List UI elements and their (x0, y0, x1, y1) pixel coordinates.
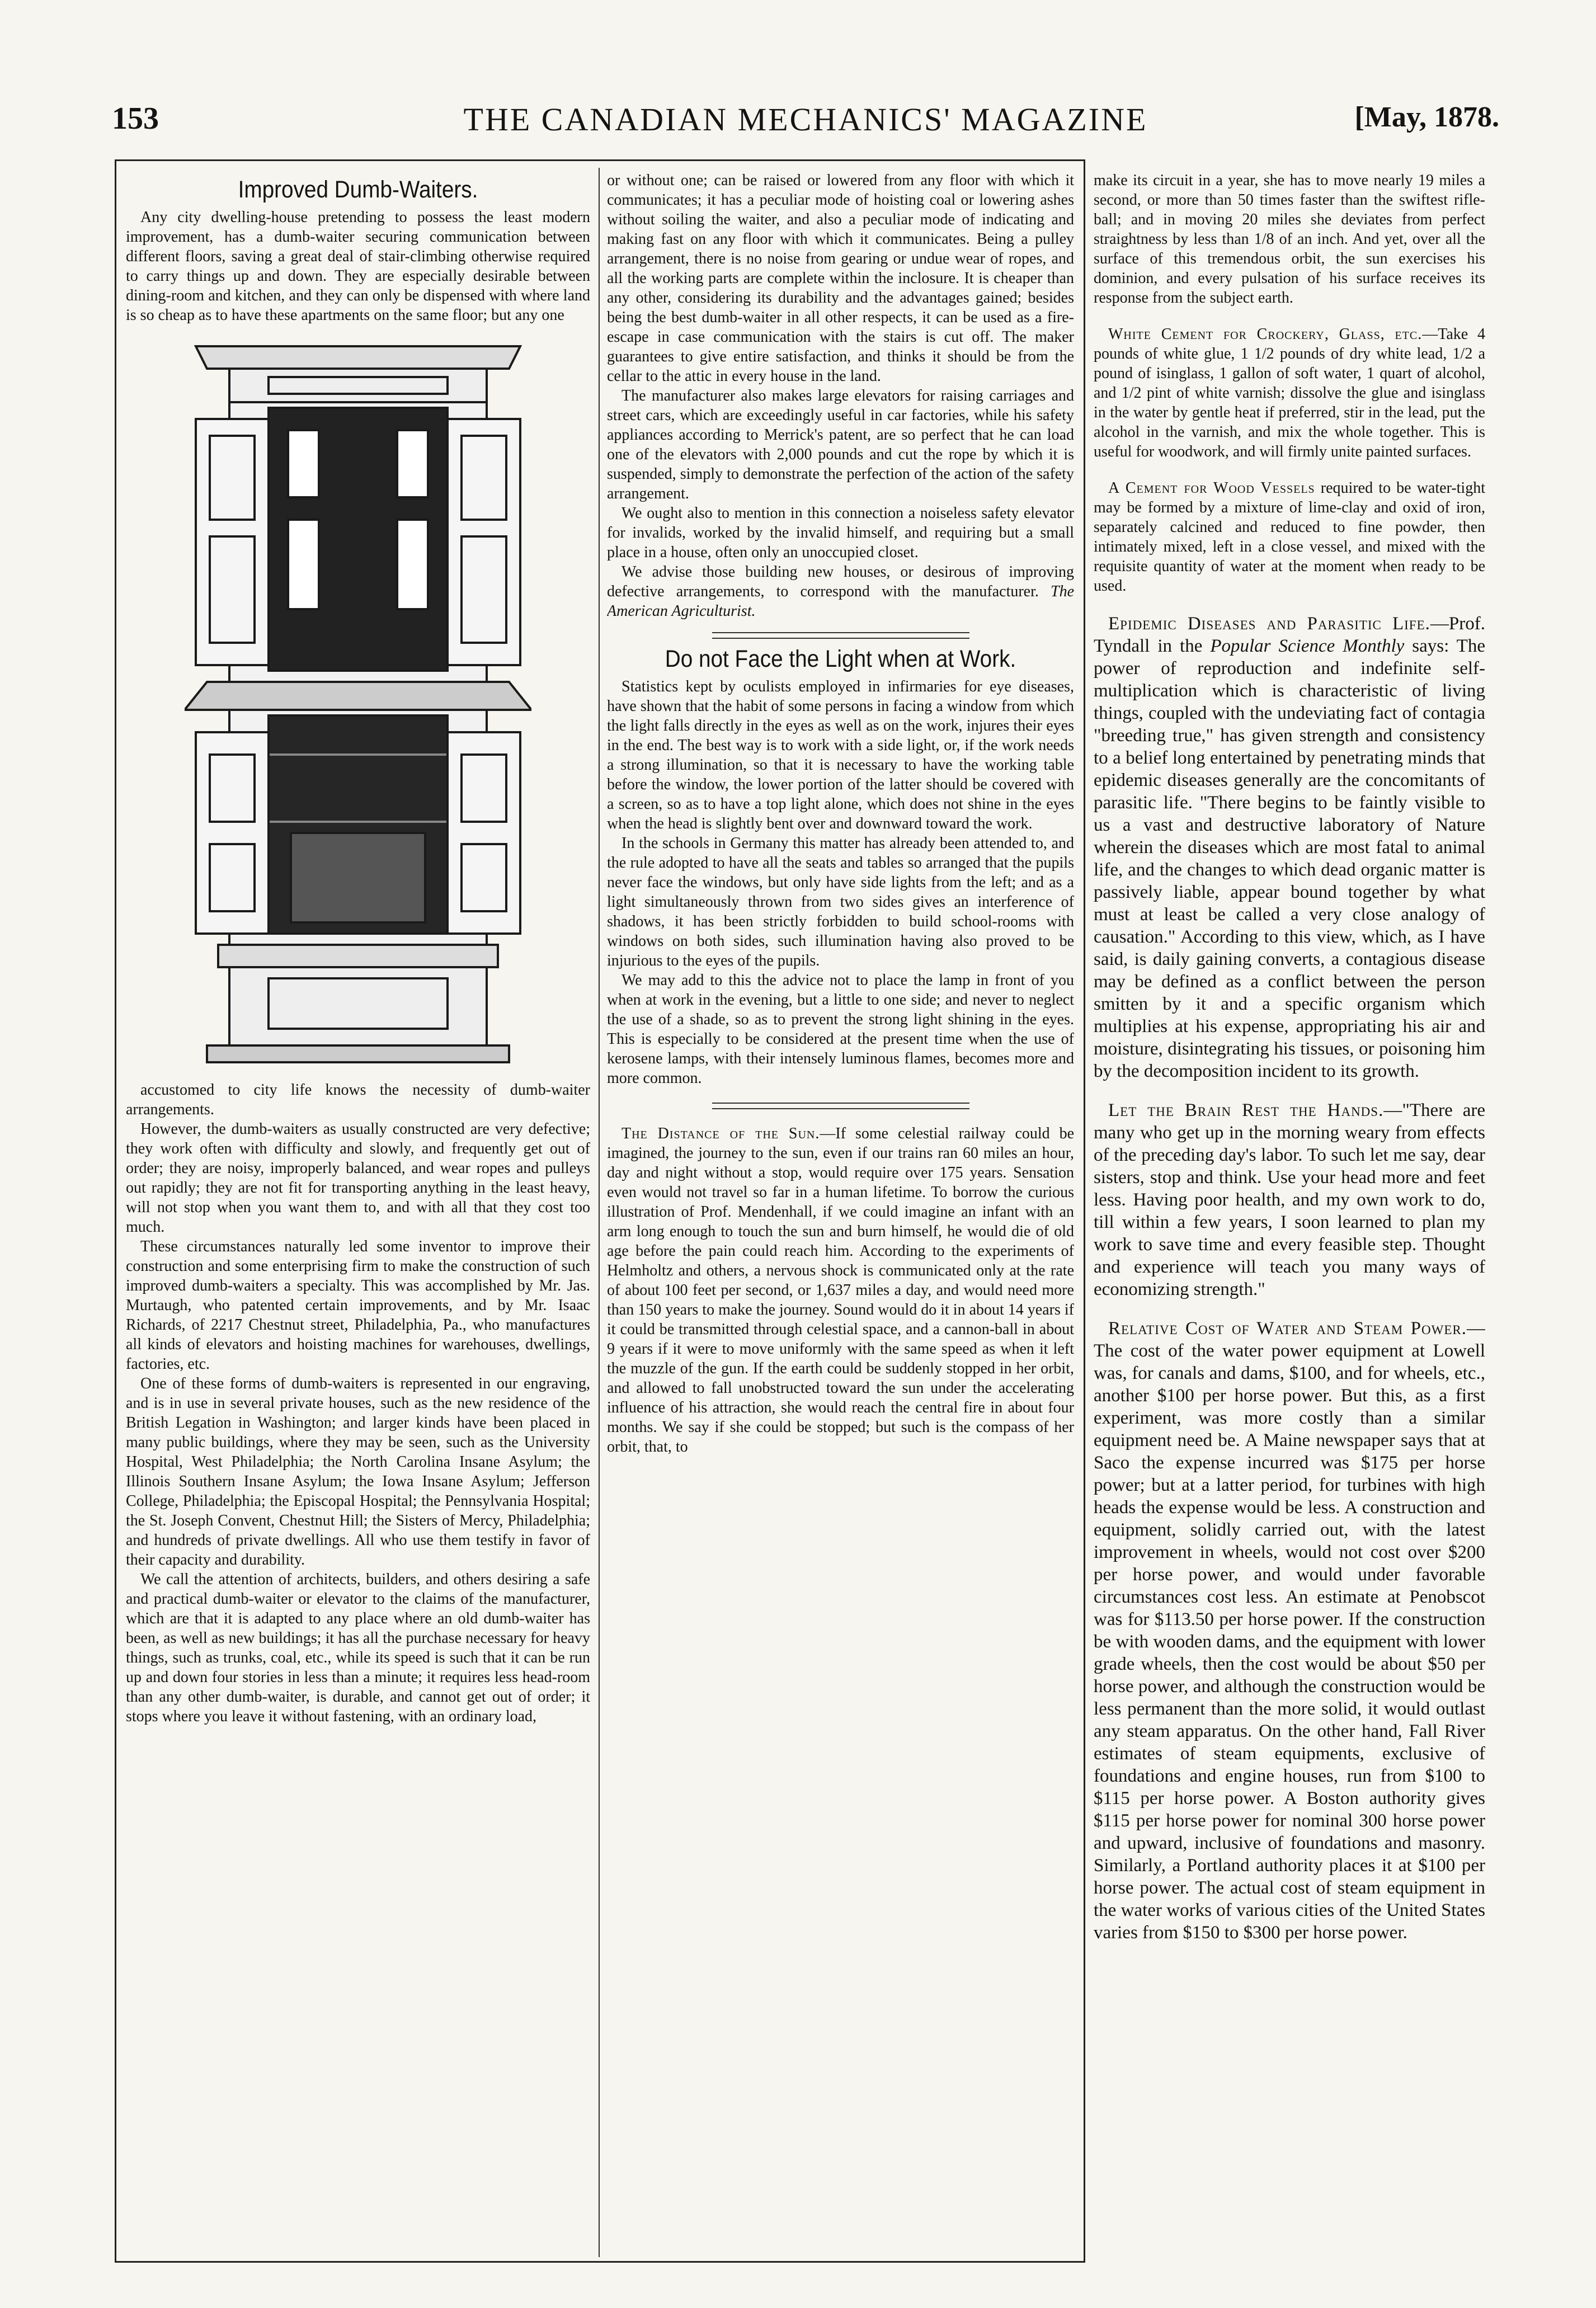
article-title-dumb-waiters: Improved Dumb-Waiters. (238, 176, 478, 203)
paragraph: We ought also to mention in this connection a noiseless safety elevator for invalids, worked by the invalid himself, and requiring but a small place in a house, often only an unoccupied closet. (607, 505, 1074, 561)
item-lead: Relative Cost of Water and Steam Power. (1108, 1318, 1467, 1339)
paragraph: Statistics kept by oculists employed in infirmaries for eye diseases, have shown that the habit of some persons in facing a window from which the light falls directly in the eyes as well as on the work, injures their eyes in the end. The best way is to work with a side light, or, if the work needs a strong illumination, so that it is necessary to have the working table before the window, the lower portion of the latter should be covered with a screen, so as to have a top light alone, which does not shine in the eyes when the head is slightly bent over and downward toward the work. (607, 678, 1074, 832)
paragraph (607, 562, 1074, 621)
paragraph: We call the attention of architects, builders, and others desiring a safe and practical dumb-waiter or elevator to the claims of the manufacturer, which are that it is adapted to any place where an old dumb-waiter has been, as well as new buildings; it has all the purchase necessary for heavy things, such as trunks, coal, etc., while its speed is such that it can be run up and down four stories in less than a minute; it requires less head-room than any other dumb-waiter, is durable, and cannot get out of order; it stops where you leave it without fastening, with an ordinary load, (126, 1571, 590, 1725)
source-credit: The American Agriculturist. (607, 583, 1074, 620)
column-3 (1094, 171, 1485, 2252)
paragraph-text: required to be water-tight may be formed by a mixture of lime-clay and oxid of iron, separately calcined and reduced to fine powder, then intimately mixed, left in a close vessel, and mixed with the requisite quantity of water at the moment when ready to be used. (1094, 479, 1485, 595)
paragraph: However, the dumb-waiters as usually constructed are very defective; they work often with difficulty and slowly, and frequently get out of order; they are noisy, improperly balanced, and wear ropes and pulleys out rapidly; they are not fit for transporting anything in the least heavy, will not stop when you want them to, and with all that they cost too much. (126, 1120, 590, 1236)
paragraph (607, 1124, 1074, 1457)
paragraph: or without one; can be raised or lowered from any floor with which it communicates; it has a peculiar mode of hoisting coal or lowering ashes without soiling the waiter, and also a peculiar mode of indicating and making fast on any floor with which it communicates. Being a pulley arrangement, there is no noise from gearing or undue wear of ropes, and all the working parts are complete within the inclosure. It is cheaper than any other, considering its durability and the advantages gained; besides being the best dumb-waiter in all other respects, it can be used as a fire-escape in case communication with the stairs is cut off. The maker guarantees to give entire satisfaction, and thinks it should be from the cellar to the attic in every house in the land. (607, 172, 1074, 385)
source-credit: Popular Science Monthly (1210, 636, 1405, 656)
page-number: 153 (112, 101, 159, 136)
item-lead: A Cement for Wood Vessels (1108, 479, 1315, 497)
paragraph (1094, 478, 1485, 596)
section-separator (712, 632, 969, 639)
paragraph (1094, 1317, 1485, 1944)
paragraph (1094, 1099, 1485, 1301)
paragraph-text: says: The power of reproduction and indefinite self-multiplication which is characteristic of living things, coupled with the undeviating fact of contagia "breeding true," has given strength and consistency to a belief long entertained by penetrating minds that epidemic diseases generally are the concomitants of parasitic life. "There begins to be faintly visible to us a vast and destructive laboratory of Nature wherein the diseases which are most fatal to animal life, and the changes to which dead organic matter is passively liable, appear bound together by what must at least be called a very close analogy of causation." According to this view, which, as I have said, is daily gaining converts, a contagious disease may be defined as a conflict between the person smitten by it and a specific organism which multiplies at his expense, appropriating his air and moisture, disintegrating his tissues, or poisoning him by the decomposition incident to its growth. (1094, 636, 1485, 1081)
paragraph: make its circuit in a year, she has to move nearly 19 miles a second, or more than 50 times faster than the swiftest rifle-ball; and in moving 20 miles she deviates from perfect straightness by less than 1/8 of an inch. And yet, over all the surface of this tremendous orbit, the sun exercises his dominion, and every pulsation of his surface receives its response from the subject earth. (1094, 172, 1485, 307)
paragraph-text: —The cost of the water power equipment at Lowell was, for canals and dams, $100, and for wheels, etc., another $100 per horse power. But this, as a first experiment, was more costly than a similar equipment need be. A Maine newspaper says that at Saco the expense incurred was $175 per horse power; but at a latter period, for turbines with high heads the expense would be less. A construction and equipment, solidly carried out, with the latest improvement in wheels, would not cost over $200 per horse power, and would under favorable circumstances cost less. An estimate at Penobscot was for $113.50 per horse power. If the construction be with wooden dams, and the equipment with lower grade wheels, then the cost would be about $50 per horse power, and although the construction would be less permanent than the more solid, it would outlast any steam apparatus. On the other hand, Fall River estimates of steam equipments, exclusive of foundations and engine houses, run from $100 to $115 per horse power. A Boston authority gives $115 per horse power for nominal 300 horse power and upward, inclusive of foundations and masonry. Similarly, a Portland authority places it at $100 per horse power. The actual cost of steam equipment in the water works of various cities of the United States varies from $150 to $300 per horse power. (1094, 1318, 1485, 1943)
paragraph: Any city dwelling-house pretending to possess the least modern improvement, has a dumb-waiter securing communication between different floors, saving a great deal of stair-climbing otherwise required to carry things up and down. They are especially desirable between dining-room and kitchen, and they can only be dispensed with where land is so cheap as to have these apartments on the same floor; but any one (126, 209, 590, 324)
column-rule (599, 168, 600, 2257)
paragraph-text: —Prof. Tyndall in the (1094, 614, 1485, 656)
paragraph: We may add to this the advice not to place the lamp in front of you when at work in the evening, but a little to one side; and never to neglect the use of a shade, so as to prevent the strong light shining in the eyes. This is especially to be considered at the present time when the use of kerosene lamps, with their intensely luminous flames, becomes more and more common. (607, 972, 1074, 1087)
paragraph: accustomed to city life knows the necessity of dumb-waiter arrangements. (126, 1081, 590, 1118)
paragraph: One of these forms of dumb-waiters is represented in our engraving, and is in use in several private houses, such as the new residence of the British Legation in Washington; and larger kinds have been placed in many public buildings, where they may be seen, such as the University Hospital, West Philadelphia; the North Carolina Insane Asylum; the Illinois Southern Insane Asylum; the Iowa Insane Asylum; Jefferson College, Philadelphia; the Episcopal Hospital; the Pennsylvania Hospital; the St. Joseph Convent, Chestnut Hill; the Sisters of Mercy, Philadelphia; and hundreds of private dwellings. All who use them testify in favor of their capacity and durability. (126, 1375, 590, 1569)
item-lead: The Distance of the Sun. (622, 1125, 820, 1142)
paragraph-text: —Take 4 pounds of white glue, 1 1/2 pounds of dry white lead, 1/2 a pound of isinglass, 1 gallon of soft water, 1 quart of alcohol, and 1/2 pint of white varnish; dissolve the glue and isinglass in the water by gentle heat if preferred, stir in the lead, put the alcohol in the varnish, and mix the whole together. This is useful for woodwork, and will firmly unite painted surfaces. (1094, 326, 1485, 460)
section-separator (712, 1103, 969, 1109)
paragraph-text: —If some celestial railway could be imagined, the journey to the sun, even if our trains ran 60 miles an hour, day and night without a stop, would require over 175 years. Sensation even would not travel so far in a human lifetime. To borrow the curious illustration of Prof. Mendenhall, if we could imagine an infant with an arm long enough to touch the sun and burn himself, he would die of old age before the pain could reach him. According to the experiments of Helmholtz and others, a nervous shock is communicated only at the rate of about 100 feet per second, or 1,637 miles a day, and would need more than 150 years to make the journey. Sound would do it in about 14 years if it could be transmitted through celestial space, and a cannon-ball in about 9 years if it were to move uniformly with the same speed as when it left the muzzle of the gun. If the earth could be suddenly stopped in her orbit, and allowed to fall unobstructed toward the sun under the accelerating influence of his attraction, she would reach the central fire in about four months. We say if she could be stopped; but such is the compass of her orbit, that, to (607, 1125, 1074, 1456)
dumb-waiter-engraving (185, 329, 531, 1073)
magazine-title: THE CANADIAN MECHANICS' MAGAZINE (463, 101, 1148, 138)
item-lead: White Cement for Crockery, Glass, etc. (1108, 326, 1423, 343)
column-2 (607, 171, 1074, 2252)
item-lead: Epidemic Diseases and Parasitic Life. (1108, 614, 1430, 634)
column-1 (126, 171, 590, 2252)
article-title-light-at-work: Do not Face the Light when at Work. (665, 646, 1016, 672)
paragraph (1094, 613, 1485, 1082)
paragraph: These circumstances naturally led some inventor to improve their construction and some enterprising firm to make the construction of such improved dumb-waiters a specialty. This was accomplished by Mr. Jas. Murtaugh, who patented certain improvements, and by Mr. Isaac Richards, of 2217 Chestnut street, Philadelphia, Pa., who manufactures all kinds of elevators and hoisting machines for warehouses, dwellings, factories, etc. (126, 1238, 590, 1373)
paragraph: In the schools in Germany this matter has already been attended to, and the rule adopted to have all the seats and tables so arranged that the pupils never face the windows, but only have side lights from the left; and as a light simultaneously thrown from two sides gives an interference of shadows, it has been strictly forbidden to build school-rooms with windows on both sides, such illumination having also proved to be injurious to the eyes of the pupils. (607, 835, 1074, 969)
item-lead: Let the Brain Rest the Hands. (1108, 1100, 1384, 1120)
page-header (112, 101, 1499, 145)
paragraph (1094, 324, 1485, 461)
paragraph-text: We advise those building new houses, or desirous of improving defective arrangements, to correspond with the manufacturer. (607, 563, 1074, 600)
paragraph-text: —"There are many who get up in the morning weary from effects of the preceding day's labor. To such let me say, dear sisters, stop and think. Use your head more and feet less. Having poor health, and my own work to do, till within a few years, I soon learned to plan my work to save time and every feasible step. Thought and experience will teach you many ways of economizing strength." (1094, 1100, 1485, 1299)
issue-date: [May, 1878. (1354, 101, 1499, 133)
paragraph: The manufacturer also makes large elevators for raising carriages and street cars, which are exceedingly useful in car factories, while his safety appliances according to Merrick's patent, are so perfect that he can load one of the elevators with 2,000 pounds and cut the rope by which it is suspended, simply to demonstrate the perfection of the action of the safety arrangement. (607, 387, 1074, 502)
